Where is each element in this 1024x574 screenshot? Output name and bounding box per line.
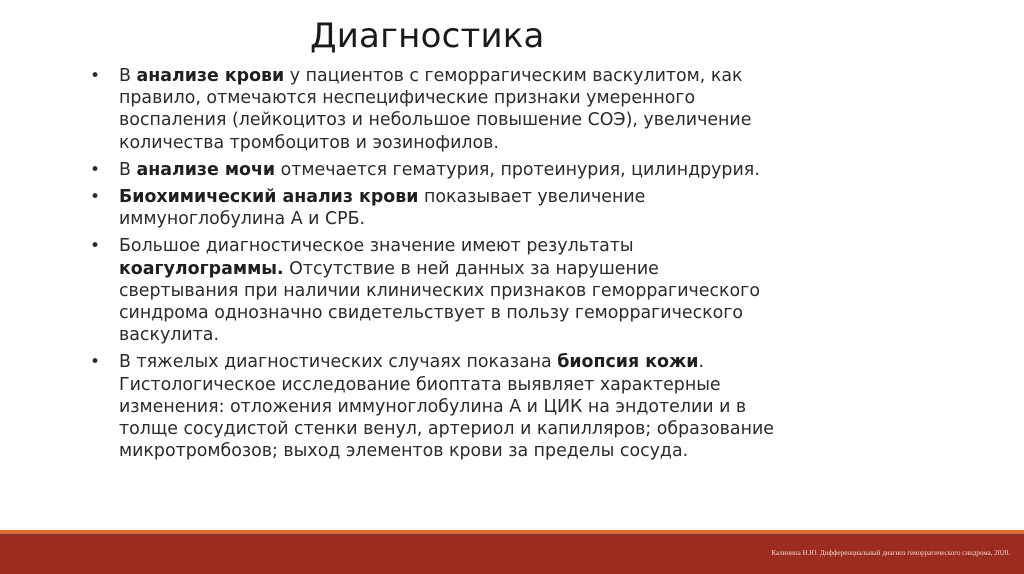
bullet-text: показывает увеличение иммуноглобулина А и СРБ. bbox=[119, 187, 646, 230]
bullet-item-skin-biopsy bbox=[90, 351, 780, 462]
bullet-bold-text: анализе мочи bbox=[136, 159, 276, 180]
bullet-item-biochemistry bbox=[90, 186, 780, 230]
slide-title: Диагностика bbox=[310, 16, 545, 56]
bullet-text: В тяжелых диагностических случаях показана bbox=[119, 352, 558, 373]
footer-citation: Калинина Н.Ю. Дифференциальный диагноз геморрагического синдрома, 2020. bbox=[771, 549, 1010, 557]
bullet-text: В bbox=[119, 66, 137, 86]
bullet-item-coagulogram bbox=[90, 235, 780, 346]
bullet-icon: • bbox=[90, 187, 101, 208]
bullet-text: . Гистологическое исследование биоптата выявляет характерные изменения: отложения иммуноглобулина А и ЦИК на эндотелии и в толще сосудистой стенки венул, артериол и капилляров; образование микротромбозов; выход элементов крови за пределы сосуда. bbox=[119, 352, 774, 462]
bullet-text: Большое диагностическое значение имеют результаты bbox=[119, 236, 634, 257]
bullet-item-urine-analysis bbox=[90, 159, 780, 181]
bullet-bold-text: Биохимический анализ крови bbox=[119, 187, 419, 208]
bullet-icon: • bbox=[90, 236, 101, 257]
bullet-item-blood-analysis bbox=[90, 65, 780, 154]
bullet-text: у пациентов с геморрагическим васкулитом, как правило, отмечаются неспецифические признаки умеренного воспаления (лейкоцитоз и небольшое повышение СОЭ), увеличение количества тромбоцитов и эозинофилов. bbox=[119, 66, 752, 153]
bullet-text: В bbox=[119, 159, 137, 180]
bullet-list bbox=[90, 65, 780, 467]
bullet-icon: • bbox=[90, 159, 101, 180]
bullet-text: отмечается гематурия, протеинурия, цилиндрурия. bbox=[275, 159, 760, 180]
bullet-text: Отсутствие в ней данных за нарушение свертывания при наличии клинических признаков геморрагического синдрома однозначно свидетельствует в пользу геморрагического васкулита. bbox=[119, 258, 760, 346]
bullet-bold-text: коагулограммы. bbox=[119, 258, 284, 279]
bullet-bold-text: биопсия кожи bbox=[557, 352, 699, 373]
bullet-bold-text: анализе крови bbox=[136, 66, 285, 86]
bullet-icon: • bbox=[90, 66, 101, 86]
bullet-icon: • bbox=[90, 352, 101, 373]
